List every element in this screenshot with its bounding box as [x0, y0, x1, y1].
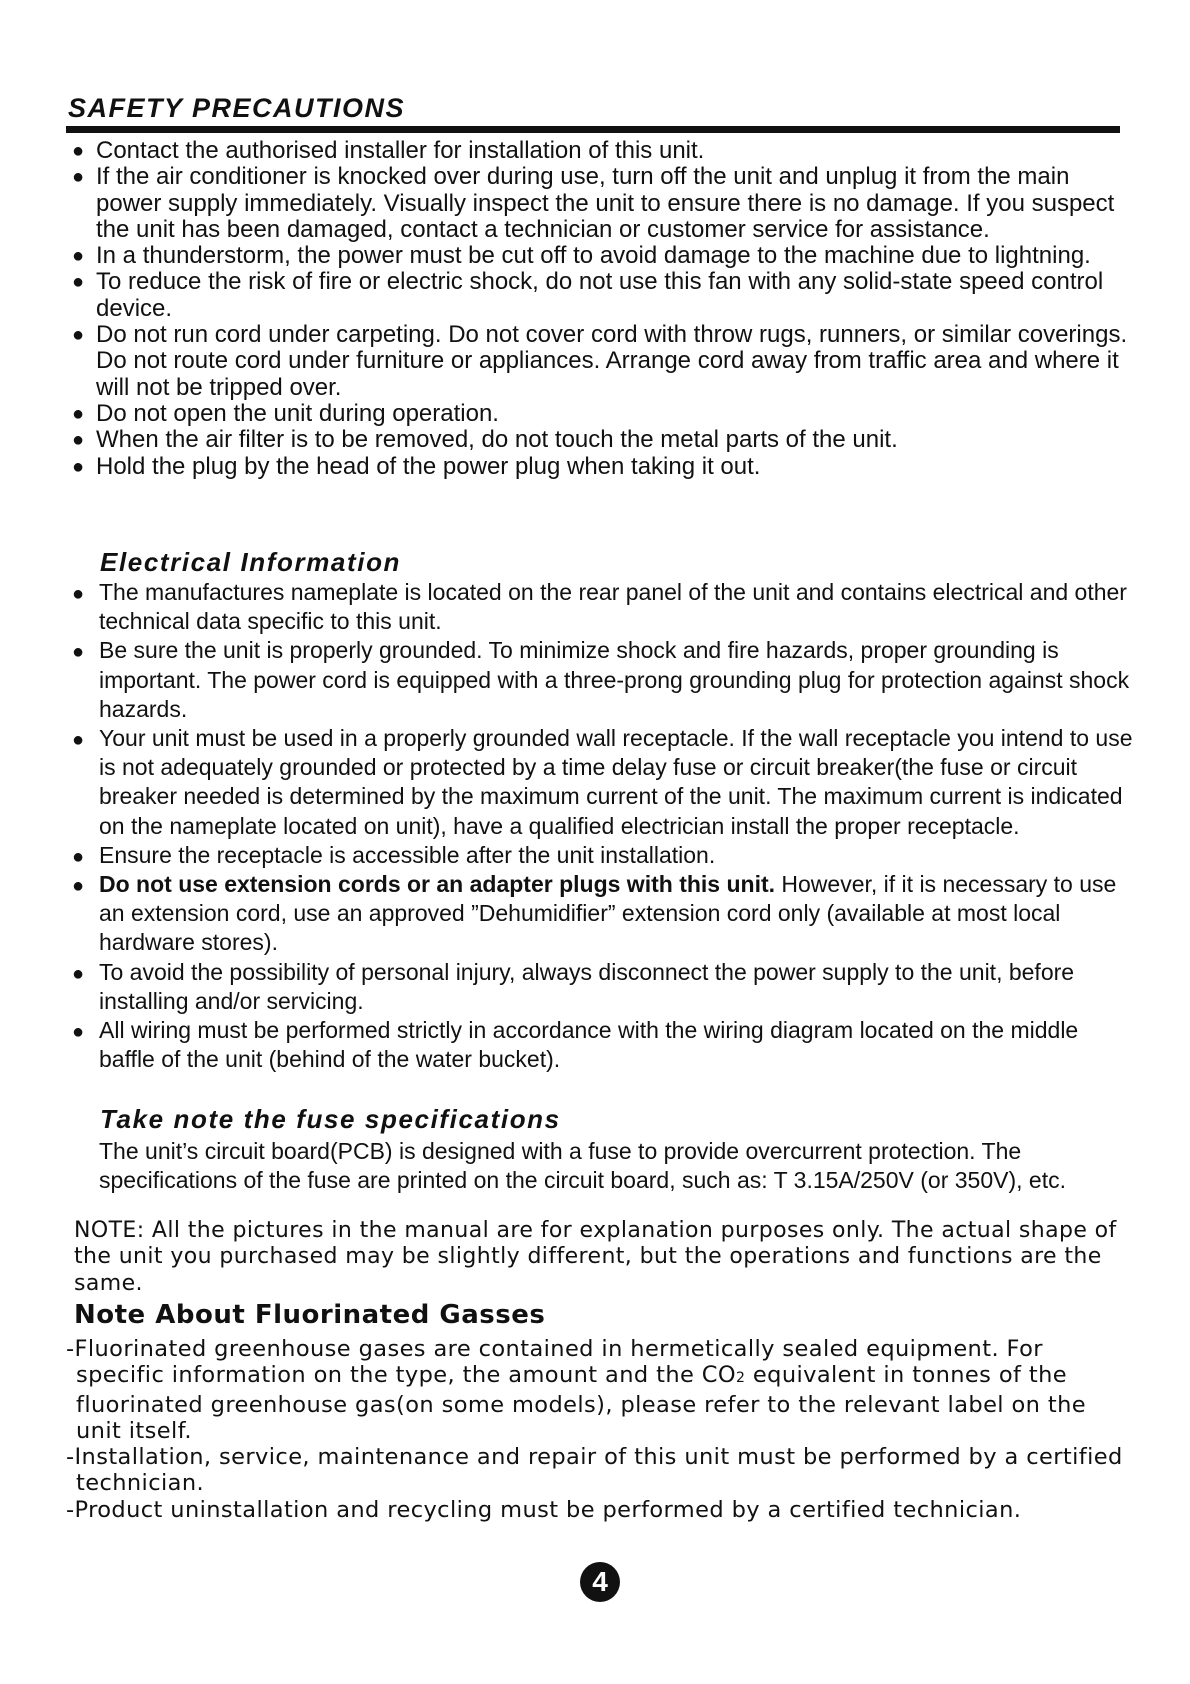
list-item: ● To reduce the risk of fire or electric shock, do not use this fan with any solid-state speed control device. — [72, 268, 1104, 322]
list-item: -Installation, service, maintenance and repair of this unit must be performed by a certified technician. — [66, 1444, 1123, 1497]
list-item: ● The manufactures nameplate is located on the rear panel of the unit and contains electrical and other technical data specific to this unit. — [72, 579, 1127, 635]
safety-list — [72, 138, 1132, 480]
electrical-heading: Electrical Information — [100, 547, 402, 577]
fuse-text: The unit’s circuit board(PCB) is designed with a fuse to provide overcurrent protection. The specifications of the fuse are printed on the circuit board, such as: T 3.15A/250V (or 350V), etc. — [99, 1138, 1066, 1193]
gasses-heading: Note About Fluorinated Gasses — [74, 1300, 546, 1330]
list-item: ● Your unit must be used in a properly grounded wall receptacle. If the wall receptacle you intend to use is not adequately grounded or protected by a time delay fuse or circuit breaker(the fuse or circuit breaker needed is determined by the maximum current of the unit. The maximum current is indicated on the nameplate located on unit), have a qualified electrician install the proper receptacle. — [72, 725, 1133, 839]
list-item: ● To avoid the possibility of personal injury, always disconnect the power supply to the unit, before installing and/or servicing. — [72, 958, 1075, 1014]
title-divider — [66, 126, 1120, 133]
list-item: ● Contact the authorised installer for installation of this unit. — [72, 137, 705, 164]
list-item: ● If the air conditioner is knocked over during use, turn off the unit and unplug it from the main power supply immediately. Visually inspect the unit to ensure there is no damage. If you suspect the unit has been damaged, contact a technician or customer service for assistance. — [72, 163, 1115, 243]
fuse-heading: Take note the fuse specifications — [100, 1104, 561, 1134]
list-item: ● Do not use extension cords or an adapter plugs with this unit. However, if it is necessary to use an extension cord, use an approved ”Dehumidifier” extension cord only (available at most local hardware stores). — [72, 871, 1117, 956]
bullet-icon: ● — [72, 271, 85, 294]
bullet-icon: ● — [72, 324, 85, 347]
bullet-icon: ● — [72, 166, 85, 189]
page-title: SAFETY PRECAUTIONS — [68, 93, 406, 123]
page-number: 4 — [580, 1562, 620, 1602]
electrical-list — [72, 578, 1140, 1074]
list-item: ● When the air filter is to be removed, do not touch the metal parts of the unit. — [72, 426, 898, 454]
bullet-icon: ● — [72, 729, 85, 752]
list-item: ● Do not run cord under carpeting. Do not cover cord with throw rugs, runners, or similar coverings. Do not route cord under furniture or appliances. Arrange cord away from traffic area and where it will not be tripped over. — [72, 321, 1128, 401]
extension-warning: Do not use extension cords or an adapter plugs with this unit. — [99, 871, 776, 898]
bullet-icon: ● — [72, 962, 85, 985]
bullet-icon: ● — [72, 429, 85, 452]
list-item: -Product uninstallation and recycling must be performed by a certified technician. — [66, 1496, 1022, 1523]
bullet-icon: ● — [72, 140, 85, 162]
bullet-icon: ● — [72, 875, 85, 898]
list-item: ● Do not open the unit during operation. — [72, 399, 499, 427]
bullet-icon: ● — [72, 1021, 85, 1044]
list-item: ● Ensure the receptacle is accessible after the unit installation. — [72, 841, 1140, 870]
bullet-icon: ● — [72, 845, 85, 868]
note-text: NOTE: All the pictures in the manual are for explanation purposes only. The actual shape of the unit you purchased may be slightly different, but the operations and functions are the same. — [74, 1218, 1117, 1296]
gasses-list — [66, 1336, 1136, 1523]
list-item: ● In a thunderstorm, the power must be cut off to avoid damage to the machine due to lightning. — [72, 242, 1091, 270]
bullet-icon: ● — [72, 455, 85, 478]
bullet-icon: ● — [72, 641, 85, 664]
list-item: ● Hold the plug by the head of the power plug when taking it out. — [72, 452, 761, 480]
bullet-icon: ● — [72, 583, 85, 605]
list-item: -Fluorinated greenhouse gases are contained in hermetically sealed equipment. For specific information on the type, the amount and the CO2 equivalent in tonnes of the fluorinated greenhouse gas(on some models), please refer to the relevant label on the unit itself. — [66, 1336, 1087, 1444]
bullet-icon: ● — [72, 402, 85, 425]
bullet-icon: ● — [72, 245, 85, 268]
list-item: ● Be sure the unit is properly grounded. To minimize shock and fire hazards, proper grounding is important. The power cord is equipped with a three-prong grounding plug for protection against shock hazards. — [72, 637, 1130, 722]
list-item: ● All wiring must be performed strictly in accordance with the wiring diagram located on the middle baffle of the unit (behind of the water bucket). — [72, 1017, 1079, 1073]
